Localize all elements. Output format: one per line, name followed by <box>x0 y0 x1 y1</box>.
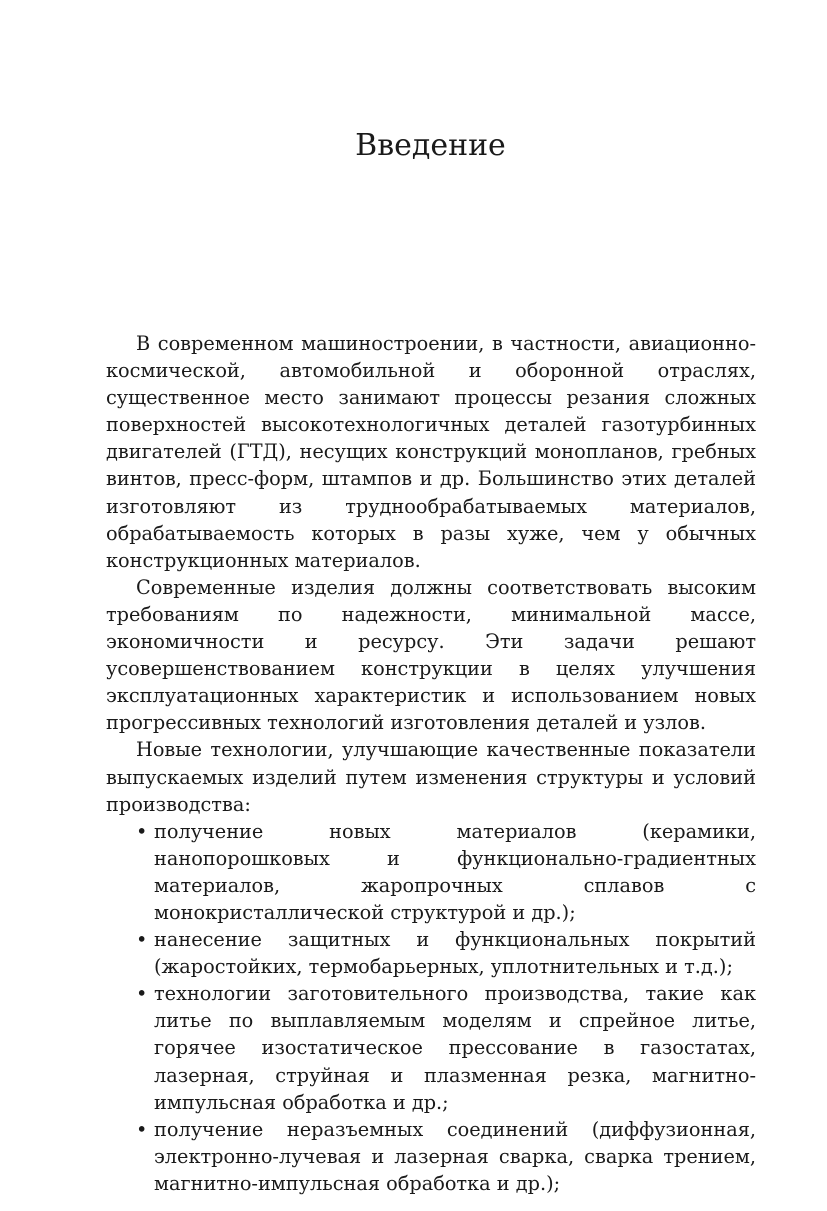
list-item-text: получение новых материалов (керамики, нанопорошковых и функционально-градиентных материалов, жаропрочных сплавов с монокристаллической структурой и др.); <box>154 819 756 924</box>
list-item <box>106 926 756 980</box>
bullet-marker: • <box>136 928 148 952</box>
paragraph-2: Современные изделия должны соответствовать высоким требованиям по надежности, минимальной массе, экономичности и ресурсу. Эти задачи решают усовершенствованием конструкции в целях улучшения эксплуатационных характеристик и использованием новых прогрессивных технологий изготовления деталей и узлов. <box>106 575 756 735</box>
list-item <box>106 980 756 1115</box>
body-text <box>106 330 756 1197</box>
list-item-text: технологии заготовительного производства, такие как литье по выплавляемым моделям и спрейное литье, горячее изостатическое прессование в газостатах, лазерная, струйная и плазменная резка, магнитно-импульсная обработка и др.; <box>154 982 756 1114</box>
list-item <box>106 1116 756 1197</box>
list-item-text: нанесение защитных и функциональных покрытий (жаростойких, термобарьерных, уплотнительных и т.д.); <box>154 928 756 979</box>
paragraph-3: Новые технологии, улучшающие качественные показатели выпускаемых изделий путем изменения структуры и условий производства: <box>106 738 756 816</box>
bullet-marker: • <box>136 982 148 1006</box>
paragraph-1: В современном машиностроении, в частности, авиационно-космической, автомобильной и оборонной отраслях, существенное место занимают процессы резания сложных поверхностей высокотехнологичных деталей газотурбинных двигателей (ГТД), несущих конструкций монопланов, гребных винтов, пресс-форм, штампов и др. Большинство этих деталей изготовляют из труднообрабатываемых материалов, обрабатываемость которых в разы хуже, чем у обычных конструкционных материалов. <box>106 332 756 572</box>
bullet-list <box>106 818 756 1197</box>
list-item-text: получение неразъемных соединений (диффузионная, электронно-лучевая и лазерная сварка, сварка трением, магнитно-импульсная обработка и др.); <box>154 1117 756 1195</box>
bullet-marker: • <box>136 819 148 843</box>
page-title: Введение <box>355 128 506 163</box>
list-item <box>106 818 756 926</box>
bullet-marker: • <box>136 1117 148 1141</box>
